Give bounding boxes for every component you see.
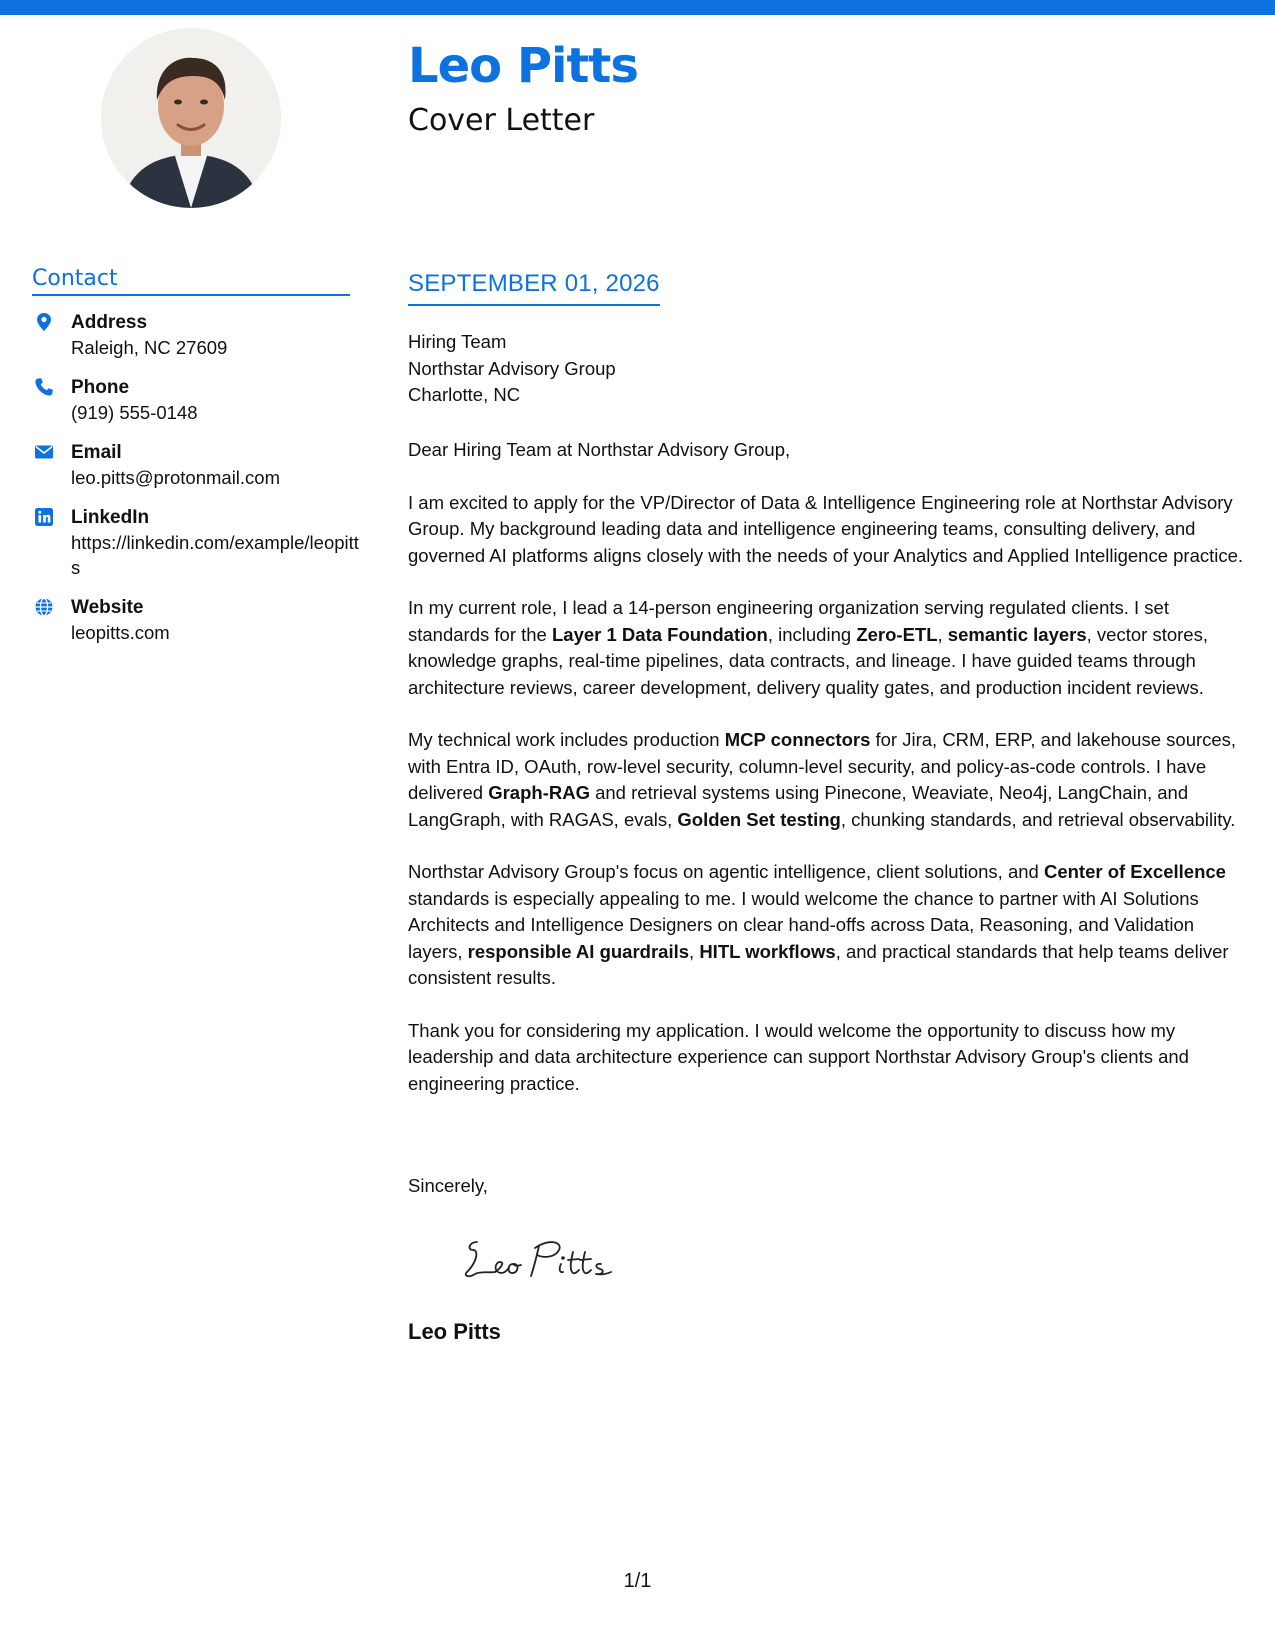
body-paragraph: Thank you for considering my application. I would welcome the opportunity to discuss how my leadership and data architecture experience can support Northstar Advisory Group's clients and engineering practice. — [408, 1019, 1189, 1094]
contact-value: leo.pitts@protonmail.com — [71, 467, 281, 488]
body-paragraph: I am excited to apply for the VP/Director of Data & Intelligence Engineering role at Northstar Advisory Group. My background leading data and intelligence engineering teams, consulting delivery, and governed AI platforms aligns closely with the needs of your Analytics and Applied Intelligence practice. — [408, 491, 1244, 566]
contact-label: Address — [71, 312, 148, 333]
recipient-line: Hiring Team — [408, 331, 507, 352]
contact-item-website — [32, 595, 362, 645]
envelope-icon — [34, 442, 54, 462]
recipient-line: Charlotte, NC — [408, 384, 521, 405]
body-paragraph: My technical work includes production MCP connectors for Jira, CRM, ERP, and lakehouse sources, with Entra ID, OAuth, row-level security, column-level security, and policy-as-code controls. I have delivered Graph-RAG and retrieval systems using Pinecone, Weaviate, Neo4j, LangChain, and LangGraph, with RAGAS, evals, Golden Set testing, chunking standards, and retrieval observability. — [408, 729, 1237, 830]
closing-line: Sincerely, — [408, 1175, 488, 1196]
letter-body — [408, 437, 1250, 1123]
contact-item-linkedin — [32, 505, 362, 580]
top-accent-bar — [0, 0, 1275, 15]
contact-section-title: Contact — [32, 266, 350, 296]
contact-value: (919) 555-0148 — [71, 402, 198, 423]
body-paragraph: Northstar Advisory Group's focus on agentic intelligence, client solutions, and Center of Excellence standards is especially appealing to me. I would welcome the chance to partner with AI Solutions Architects and Intelligence Designers on clear hand-offs across Data, Reasoning, and Validation layers, responsible AI guardrails, HITL workflows, and practical standards that help teams deliver consistent results. — [408, 861, 1229, 988]
emphasized-term: MCP connectors — [724, 729, 871, 750]
contact-value: leopitts.com — [71, 622, 170, 643]
contact-label: Email — [71, 442, 122, 463]
phone-icon — [34, 377, 54, 397]
salutation: Dear Hiring Team at Northstar Advisory Group, — [408, 439, 791, 460]
linkedin-icon — [34, 507, 54, 527]
page-number: 1/1 — [623, 1570, 652, 1592]
contact-item-address — [32, 310, 362, 360]
contact-label: LinkedIn — [71, 507, 150, 528]
emphasized-term: Graph-RAG — [488, 782, 590, 803]
emphasized-term: Golden Set testing — [677, 808, 841, 830]
emphasized-term: semantic layers — [947, 623, 1087, 645]
contact-label: Phone — [71, 377, 130, 398]
recipient-block — [408, 329, 616, 409]
emphasized-term: Center of Excellence — [1043, 861, 1226, 882]
emphasized-term: responsible AI guardrails — [467, 940, 690, 962]
contact-label: Website — [71, 597, 144, 618]
candidate-name: Leo Pitts — [408, 38, 638, 94]
location-pin-icon — [34, 312, 54, 332]
letter-date: SEPTEMBER 01, 2026 — [408, 270, 660, 306]
document-subtitle: Cover Letter — [408, 103, 595, 138]
contact-item-phone — [32, 375, 362, 425]
body-paragraph: In my current role, I lead a 14-person engineering organization serving regulated clients. I set standards for the Layer 1 Data Foundation, including Zero-ETL, semantic layers, vector stores, knowledge graphs, real-time pipelines, data contracts, and lineage. I have guided teams through architecture reviews, career development, delivery quality gates, and production incident reviews. — [408, 597, 1208, 698]
contact-value: https://linkedin.com/example/leopitts — [71, 532, 359, 578]
emphasized-term: Zero-ETL — [856, 623, 938, 645]
recipient-line: Northstar Advisory Group — [408, 357, 616, 379]
emphasized-term: HITL workflows — [699, 940, 836, 962]
globe-icon — [34, 597, 54, 617]
contact-item-email — [32, 440, 362, 490]
contact-list — [32, 310, 362, 660]
handwritten-signature — [455, 1228, 635, 1288]
profile-photo — [101, 28, 281, 208]
emphasized-term: Layer 1 Data Foundation — [551, 623, 768, 645]
signer-name: Leo Pitts — [408, 1319, 501, 1344]
contact-value: Raleigh, NC 27609 — [71, 337, 228, 358]
